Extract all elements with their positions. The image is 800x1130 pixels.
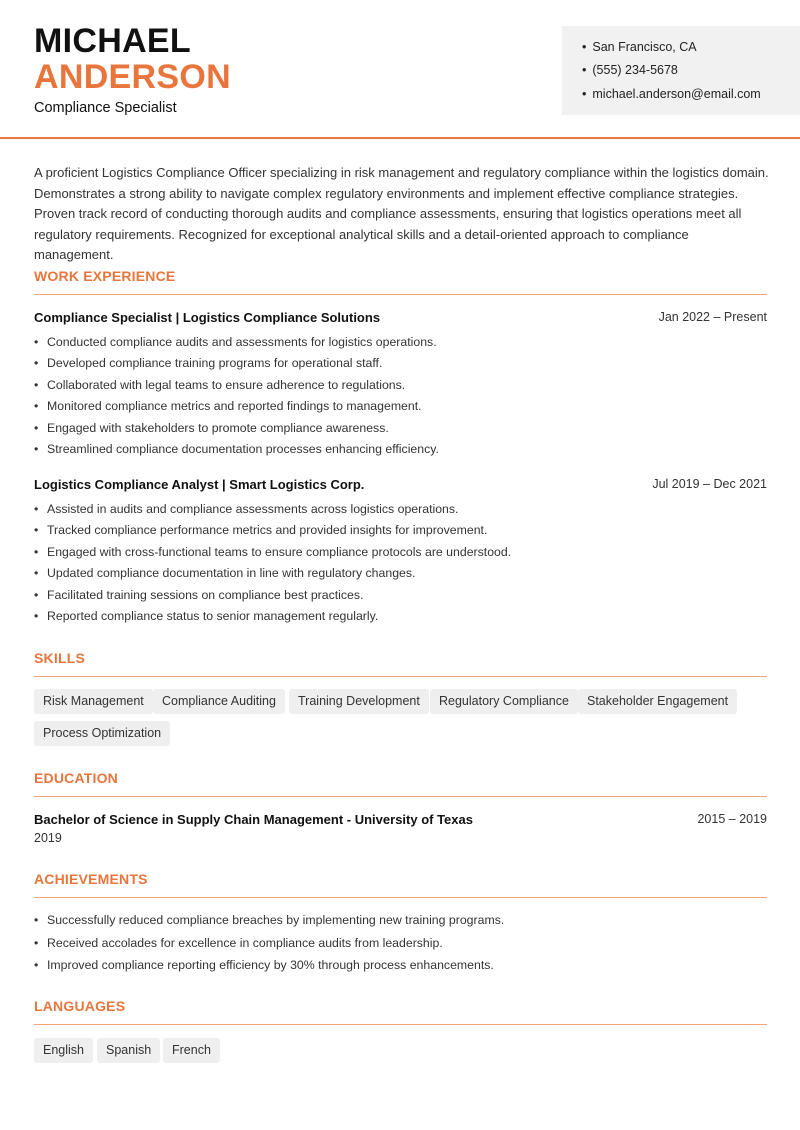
education-year: 2019	[34, 831, 62, 845]
resume-header	[0, 0, 800, 139]
job-bullet: • Facilitated training sessions on compliance best practices.	[34, 585, 767, 606]
job-bullet: • Tracked compliance performance metrics and provided insights for improvement.	[34, 520, 767, 541]
education-heading: EDUCATION	[34, 770, 767, 797]
skill-chip: Training Development	[289, 689, 429, 714]
achievement-item: • Successfully reduced compliance breaches by implementing new training programs.	[34, 909, 767, 932]
contact-email[interactable]: • michael.anderson@email.com	[582, 87, 761, 101]
education-degree: Bachelor of Science in Supply Chain Management - University of Texas	[34, 812, 473, 827]
skill-chip: Regulatory Compliance	[430, 689, 578, 714]
skill-chip: Compliance Auditing	[153, 689, 285, 714]
job-bullets-2	[34, 499, 767, 627]
job-title-1: Compliance Specialist | Logistics Compliance Solutions	[34, 310, 381, 325]
skill-chip: Stakeholder Engagement	[578, 689, 737, 714]
language-chip: English	[34, 1038, 93, 1063]
job-bullet: • Streamlined compliance documentation processes enhancing efficiency.	[34, 439, 767, 460]
skill-chip: Risk Management	[34, 689, 153, 714]
contact-box	[562, 26, 800, 115]
job-bullet: • Conducted compliance audits and assessments for logistics operations.	[34, 332, 767, 353]
skill-chip: Process Optimization	[34, 721, 170, 746]
contact-location: • San Francisco, CA	[582, 40, 697, 54]
skills-heading: SKILLS	[34, 650, 767, 677]
job-bullet: • Developed compliance training programs for operational staff.	[34, 353, 767, 374]
language-chip: Spanish	[97, 1038, 160, 1063]
job-bullet: • Updated compliance documentation in line with regulatory changes.	[34, 563, 767, 584]
education-dates: 2015 – 2019	[697, 812, 767, 826]
achievements-list	[34, 909, 767, 977]
job-bullet: • Reported compliance status to senior management regularly.	[34, 606, 767, 627]
job-dates-2: Jul 2019 – Dec 2021	[652, 477, 767, 491]
professional-summary: A proficient Logistics Compliance Officer specializing in risk management and regulatory compliance within the logistics domain. Demonstrates a strong ability to navigate complex regulatory environments and implement effective compliance strategies. Proven track record of conducting thorough audits and compliance assessments, ensuring that logistics operations meet all regulatory requirements. Recognized for exceptional analytical skills and a detail-oriented approach to compliance management.	[34, 165, 769, 263]
contact-phone: • (555) 234-5678	[582, 63, 678, 77]
achievements-heading: ACHIEVEMENTS	[34, 871, 767, 898]
job-bullet: • Engaged with cross-functional teams to ensure compliance protocols are understood.	[34, 542, 767, 563]
achievement-item: • Improved compliance reporting efficiency by 30% through process enhancements.	[34, 954, 767, 977]
job-title-2: Logistics Compliance Analyst | Smart Logistics Corp.	[34, 477, 365, 492]
candidate-name	[34, 24, 231, 94]
first-name: MICHAEL	[34, 22, 191, 60]
languages-heading: LANGUAGES	[34, 998, 767, 1025]
job-dates-1: Jan 2022 – Present	[658, 310, 767, 324]
job-bullet: • Collaborated with legal teams to ensure adherence to regulations.	[34, 375, 767, 396]
job-bullet: • Engaged with stakeholders to promote compliance awareness.	[34, 418, 767, 439]
achievement-item: • Received accolades for excellence in compliance audits from leadership.	[34, 932, 767, 955]
job-bullets-1	[34, 332, 767, 460]
job-role: Compliance Specialist	[34, 100, 177, 116]
job-bullet: • Monitored compliance metrics and reported findings to management.	[34, 396, 767, 417]
work-experience-heading: WORK EXPERIENCE	[34, 268, 767, 295]
language-chip: French	[163, 1038, 220, 1063]
last-name: ANDERSON	[34, 58, 231, 96]
job-bullet: • Assisted in audits and compliance assessments across logistics operations.	[34, 499, 767, 520]
